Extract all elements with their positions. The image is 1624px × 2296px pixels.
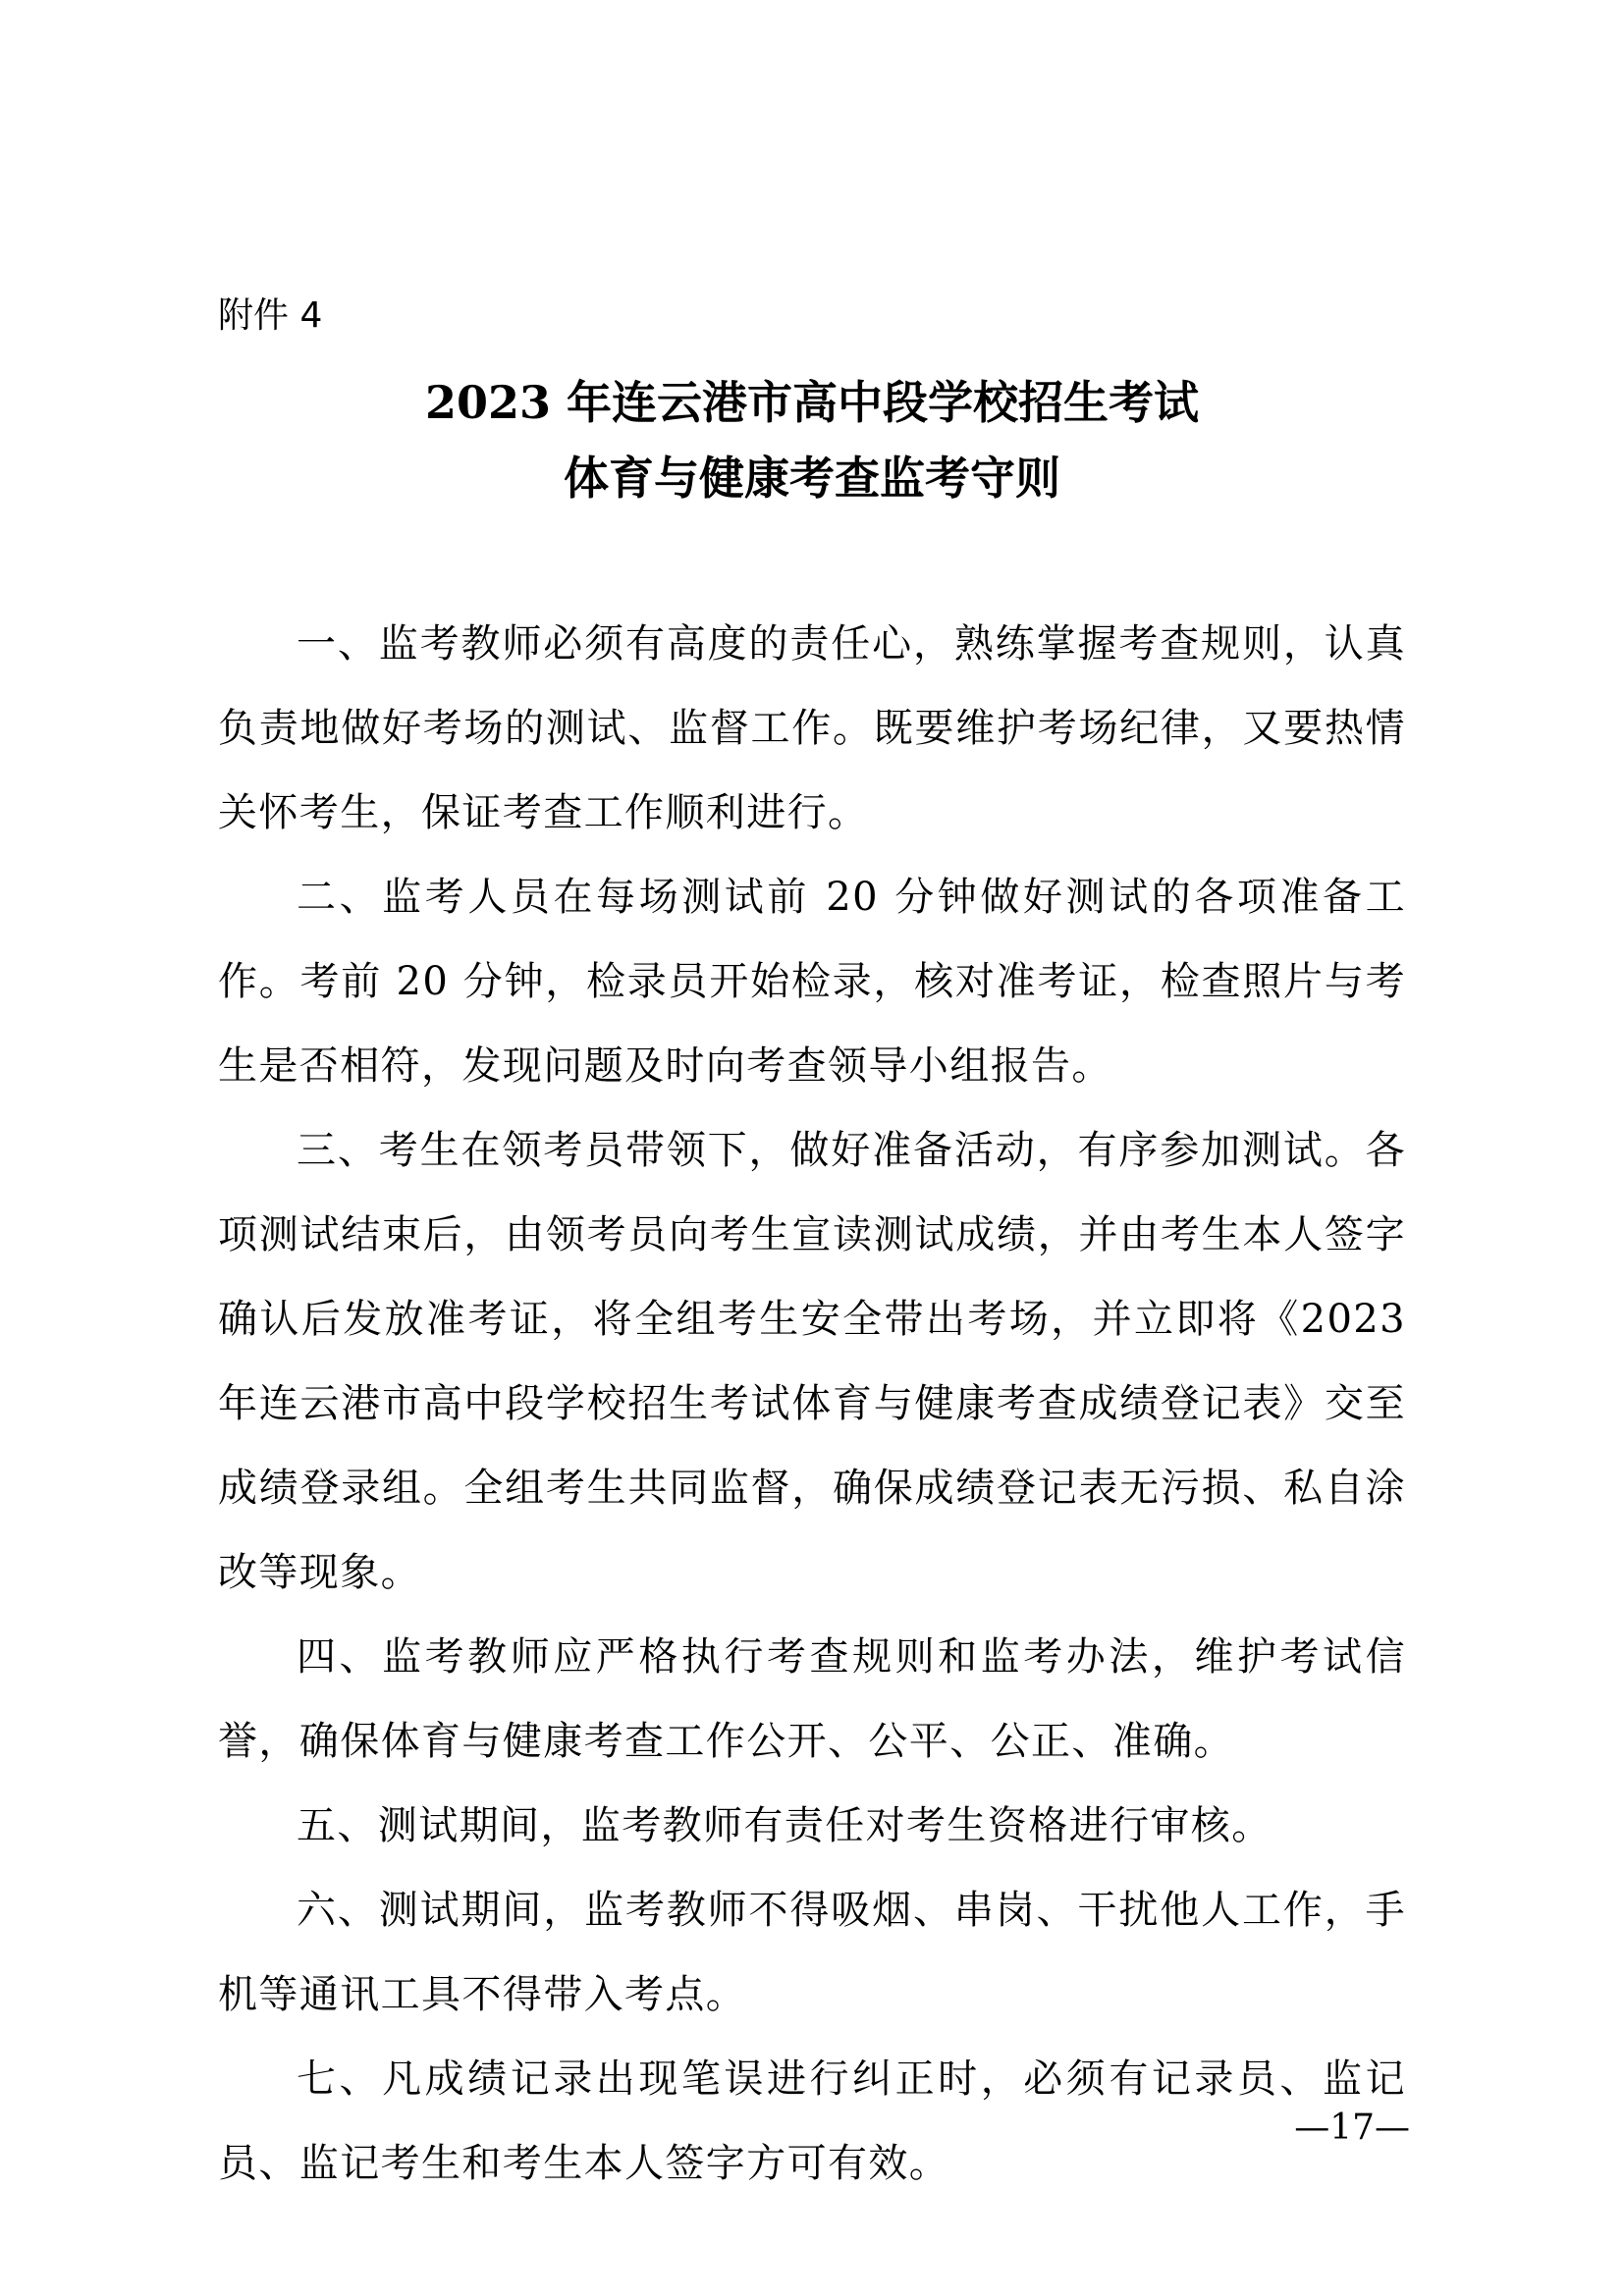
paragraph-4: 四、监考教师应严格执行考查规则和监考办法，维护考试信誉，确保体育与健康考查工作公开、公平、公正、准确。 bbox=[218, 1634, 1406, 1764]
document-title-line-2: 体育与健康考查监考守则 bbox=[564, 452, 1060, 505]
page-number: —17— bbox=[1294, 2108, 1410, 2148]
paragraph-6: 六、测试期间，监考教师不得吸烟、串岗、干扰他人工作，手机等通讯工具不得带入考点。 bbox=[218, 1888, 1406, 2017]
document-body bbox=[218, 602, 1406, 2206]
paragraph-1: 一、监考教师必须有高度的责任心，熟练掌握考查规则，认真负责地做好考场的测试、监督工作。既要维护考场纪律，又要热情关怀考生，保证考查工作顺利进行。 bbox=[218, 621, 1406, 835]
paragraph-3: 三、考生在领考员带领下，做好准备活动，有序参加测试。各项测试结束后，由领考员向考生宣读测试成绩，并由考生本人签字确认后发放准考证，将全组考生安全带出考场，并立即将《2023 年连云港市高中段学校招生考试体育与健康考查成绩登记表》交至成绩登录组。全组考生共同监督，确保成绩登记表无污损、私自涂改等现象。 bbox=[218, 1128, 1406, 1595]
attachment-label: 附件 4 bbox=[218, 295, 323, 336]
paragraph-5: 五、测试期间，监考教师有责任对考生资格进行审核。 bbox=[297, 1803, 1272, 1848]
document-title-line-1: 2023 年连云港市高中段学校招生考试 bbox=[424, 376, 1200, 429]
paragraph-7: 七、凡成绩记录出现笔误进行纠正时，必须有记录员、监记员、监记考生和考生本人签字方可有效。 bbox=[218, 2056, 1406, 2186]
paragraph-2: 二、监考人员在每场测试前 20 分钟做好测试的各项准备工作。考前 20 分钟，检录员开始检录，核对准考证，检查照片与考生是否相符，发现问题及时向考查领导小组报告。 bbox=[218, 875, 1406, 1089]
